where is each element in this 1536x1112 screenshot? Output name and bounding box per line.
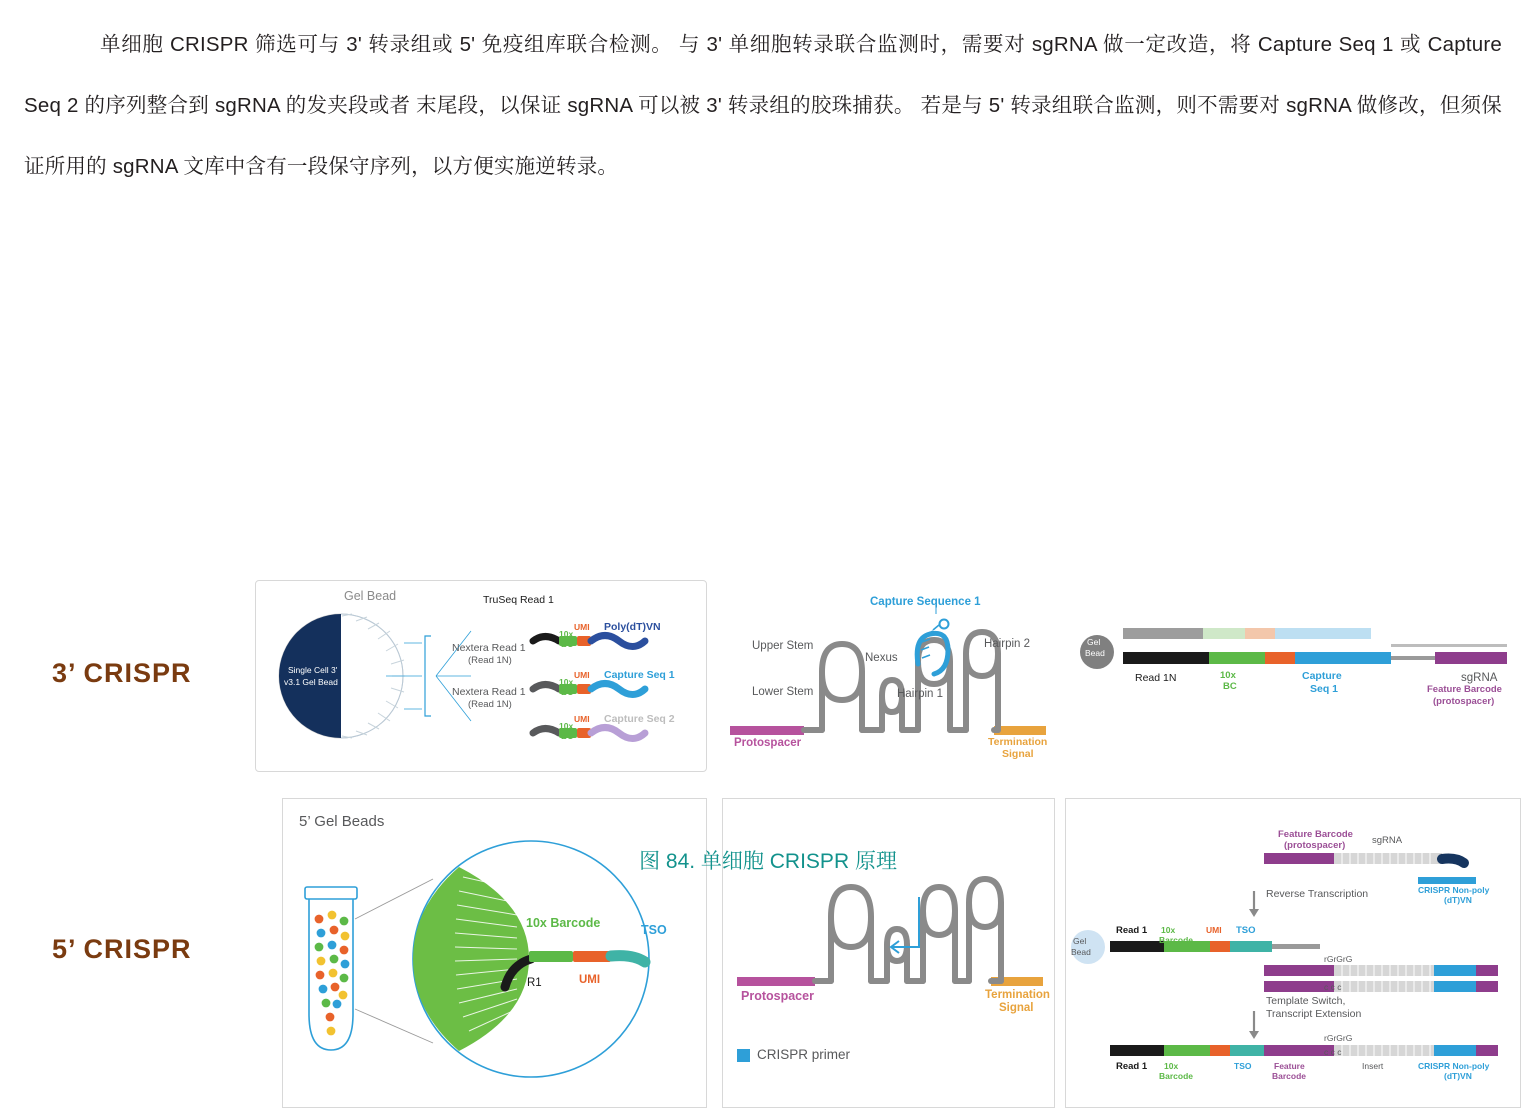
crispr-primer-legend-label: CRISPR primer <box>757 1047 851 1062</box>
panel-3prime-sgrna-structure <box>722 580 1060 772</box>
protospacer-label-5p: Protospacer <box>741 989 814 1003</box>
figure-caption: 图 84. 单细胞 CRISPR 原理 <box>639 850 897 873</box>
gel-bead-label-line2: Bead <box>1085 648 1105 658</box>
lower-stem-label: Lower Stem <box>752 686 814 698</box>
bottom-feature-line1: Feature <box>1274 1061 1305 1071</box>
r1-label: R1 <box>527 977 542 989</box>
bottom-crispr-line1: CRISPR Non-poly <box>1418 1061 1490 1071</box>
crispr-nonpoly-line2: (dT)VN <box>1444 895 1472 905</box>
workflow-gel-bead-line2: Bead <box>1071 947 1091 957</box>
template-switch-line1: Template Switch, <box>1266 995 1346 1007</box>
tenx-bc-label-line2: BC <box>1223 681 1237 692</box>
termination-label-5p-1: Termination <box>985 989 1050 1001</box>
workflow-tenx-line2: Barcode <box>1159 935 1194 945</box>
construct-2-tail-label: Capture Seq 1 <box>604 669 675 681</box>
feature-barcode-label-line2: (protospacer) <box>1433 696 1495 707</box>
bottom-feature-line2: Barcode <box>1272 1071 1307 1081</box>
capture-sequence-label: Capture Sequence 1 <box>870 596 981 608</box>
tenx-barcode-label: 10x Barcode <box>526 916 601 930</box>
construct-1-read-label: TruSeq Read 1 <box>483 594 554 606</box>
panel-3prime-gel-bead <box>255 580 707 772</box>
ccc-label-2: c c c <box>1324 1047 1342 1057</box>
bottom-read1-label: Read 1 <box>1116 1061 1148 1072</box>
row-label-3prime: 3’ CRISPR <box>52 658 192 688</box>
panel-3prime-final-construct <box>1075 580 1523 772</box>
bottom-tenx-line1: 10x <box>1164 1061 1179 1071</box>
termination-label-2: Signal <box>1002 748 1034 760</box>
workflow-tso-label: TSO <box>1236 925 1256 936</box>
bc-label-2: 10x <box>559 677 574 687</box>
ccc-label-1: c c c <box>1324 982 1342 992</box>
bc-label-2b: BC <box>561 687 574 697</box>
crispr-nonpoly-line1: CRISPR Non-poly <box>1418 885 1490 895</box>
bc-label-3: 10x <box>559 721 574 731</box>
termination-label-1: Termination <box>988 736 1048 748</box>
workflow-umi-label: UMI <box>1206 925 1222 935</box>
reverse-transcription-label: Reverse Transcription <box>1266 888 1369 900</box>
hairpin2-label: Hairpin 2 <box>984 638 1031 650</box>
tso-label: TSO <box>641 923 667 937</box>
construct-3-read-label: Nextera Read 1 <box>452 686 526 698</box>
bottom-insert-label: Insert <box>1362 1061 1384 1071</box>
umi-label-5p: UMI <box>579 974 601 986</box>
capture-seq1-label-line1: Capture <box>1302 670 1342 682</box>
workflow-read1-label: Read 1 <box>1116 925 1148 936</box>
row-label-5prime: 5’ CRISPR <box>52 934 192 964</box>
termination-label-5p-2: Signal <box>999 1002 1034 1014</box>
five-prime-gel-beads-title: 5’ Gel Beads <box>299 813 385 830</box>
bc-label-1b: BC <box>561 639 574 649</box>
feature-barcode-label-line1: Feature Barcode <box>1427 684 1502 695</box>
umi-label-2: UMI <box>574 670 590 680</box>
hairpin1-label: Hairpin 1 <box>897 688 944 700</box>
construct-2-read-sub: (Read 1N) <box>468 655 512 666</box>
read1n-label: Read 1N <box>1135 672 1177 684</box>
rgrgrg-label-2: rGrGrG <box>1324 1033 1353 1043</box>
umi-label-1: UMI <box>574 622 590 632</box>
umi-label-3: UMI <box>574 714 590 724</box>
gel-bead-label-line1: Gel <box>1087 637 1101 647</box>
construct-3-read-sub: (Read 1N) <box>468 699 512 710</box>
workflow-sgrna-label: sgRNA <box>1372 835 1403 846</box>
bottom-crispr-line2: (dT)VN <box>1444 1071 1472 1081</box>
sgrna-label: sgRNA <box>1461 672 1498 684</box>
bc-label-1: 10x <box>559 629 574 639</box>
construct-1-tail-label: Poly(dT)VN <box>604 621 661 633</box>
body-paragraph: 单细胞 CRISPR 筛选可与 3' 转录组或 5' 免疫组库联合检测。 与 3' 单细胞转录联合监测时，需要对 sgRNA 做一定改造，将 Capture Seq 1 或 Capture Seq 2 的序列整合到 sgRNA 的发夹段或者 末尾段，以保证 sgRNA 可以被 3' 转录组的胶珠捕获。 若是与 5' 转录组联合监测，则不需要对 sgRNA 做修改，但须保证所用的 sgRNA 文库中含有一段保守序列，以方便实施逆转录。 <box>24 33 1502 178</box>
bead-label-line2: v3.1 Gel Bead <box>284 677 338 687</box>
gel-bead-title: Gel Bead <box>344 589 397 603</box>
workflow-tenx-line1: 10x <box>1161 925 1176 935</box>
rgrgrg-label-1: rGrGrG <box>1324 954 1353 964</box>
upper-stem-label: Upper Stem <box>752 640 814 652</box>
workflow-gel-bead-line1: Gel <box>1073 936 1087 946</box>
workflow-feature-barcode-line1: Feature Barcode <box>1278 829 1353 840</box>
bc-label-3b: BC <box>561 731 574 741</box>
workflow-feature-barcode-line2: (protospacer) <box>1284 840 1346 851</box>
bead-label-line1: Single Cell 3' <box>288 665 338 675</box>
construct-3-tail-label: Capture Seq 2 <box>604 713 675 725</box>
bottom-tso-label: TSO <box>1234 1061 1252 1071</box>
tenx-bc-label-line1: 10x <box>1220 670 1236 681</box>
protospacer-label: Protospacer <box>734 737 802 749</box>
capture-seq1-label-line2: Seq 1 <box>1310 683 1339 695</box>
construct-2-read-label: Nextera Read 1 <box>452 642 526 654</box>
bottom-tenx-line2: Barcode <box>1159 1071 1194 1081</box>
template-switch-line2: Transcript Extension <box>1266 1008 1362 1020</box>
nexus-label: Nexus <box>865 652 898 664</box>
